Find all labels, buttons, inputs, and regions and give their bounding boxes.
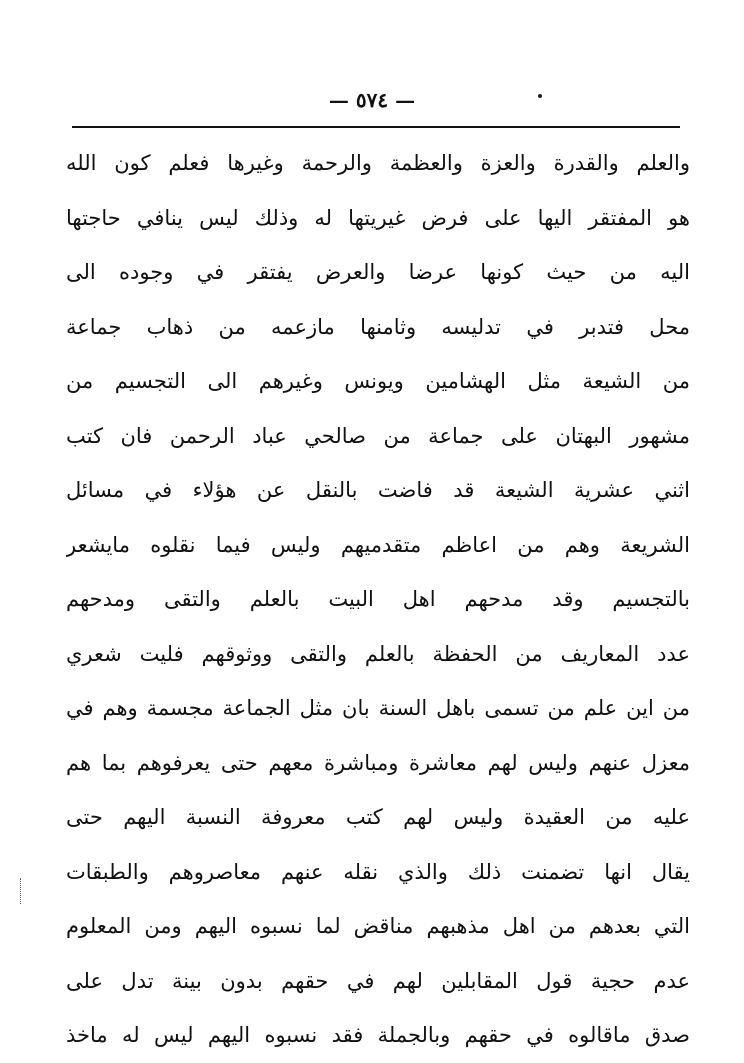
text-line: من الشيعة مثل الهشامين ويونس وغيرهم الى التجسيم من [66, 369, 690, 393]
text-line: معزل عنهم وليس لهم معاشرة ومباشرة معهم حتى يعرفوهم بما هم [66, 750, 690, 775]
text-line: والعلم والقدرة والعزة والعظمة والرحمة وغيرها فعلم كون الله [66, 151, 690, 175]
text-line: التي بعدهم من اهل مذهبهم مناقض لما نسبوه اليهم ومن المعلوم [66, 914, 690, 938]
text-line: صدق ماقالوه في حقهم وبالجملة فقد نسبوه اليهم ليس له ماخذ [66, 1023, 690, 1047]
text-line: عليه من العقيدة وليس لهم كتب معروفة النسبة اليهم حتى [66, 805, 690, 829]
text-line: اثني عشرية الشيعة قد فاضت بالنقل عن هؤلاء في مسائل [66, 478, 690, 502]
page-header [0, 88, 744, 128]
text-line: عدم حجية قول المقابلين لهم في حقهم بدون بينة تدل على [66, 968, 690, 993]
text-line: من اين علم من تسمى باهل السنة بان مثل الجماعة مجسمة وهم في [66, 696, 690, 720]
header-rule [72, 126, 680, 128]
text-line: محل فتدبر في تدليسه وثامنها مازعمه من ذهاب جماعة [66, 314, 690, 339]
ink-dot [538, 94, 542, 98]
text-line: هو المفتقر اليها على فرض غيريتها له وذلك ليس ينافي حاجتها [66, 205, 690, 230]
page-number: — ٥٧٤ — [328, 88, 416, 112]
text-line: اليه من حيث كونها عرضا والعرض يفتقر في وجوده الى [66, 260, 690, 284]
body-text [66, 136, 690, 1063]
text-line: عدد المعاريف من الحفظة بالعلم والتقى ووثوقهم فليت شعري [66, 641, 690, 666]
text-line: يقال انها تضمنت ذلك والذي نقله عنهم معاصروهم والطبقات [66, 859, 690, 884]
text-line: الشريعة وهم من اعاظم متقدميهم وليس فيما نقلوه مايشعر [66, 532, 690, 557]
text-line: بالتجسيم وقد مدحهم اهل البيت بالعلم والتقى ومدحهم [66, 587, 690, 611]
text-line: مشهور البهتان على جماعة من صالحي عباد الرحمن فان كتب [66, 423, 690, 448]
margin-mark [20, 878, 23, 904]
